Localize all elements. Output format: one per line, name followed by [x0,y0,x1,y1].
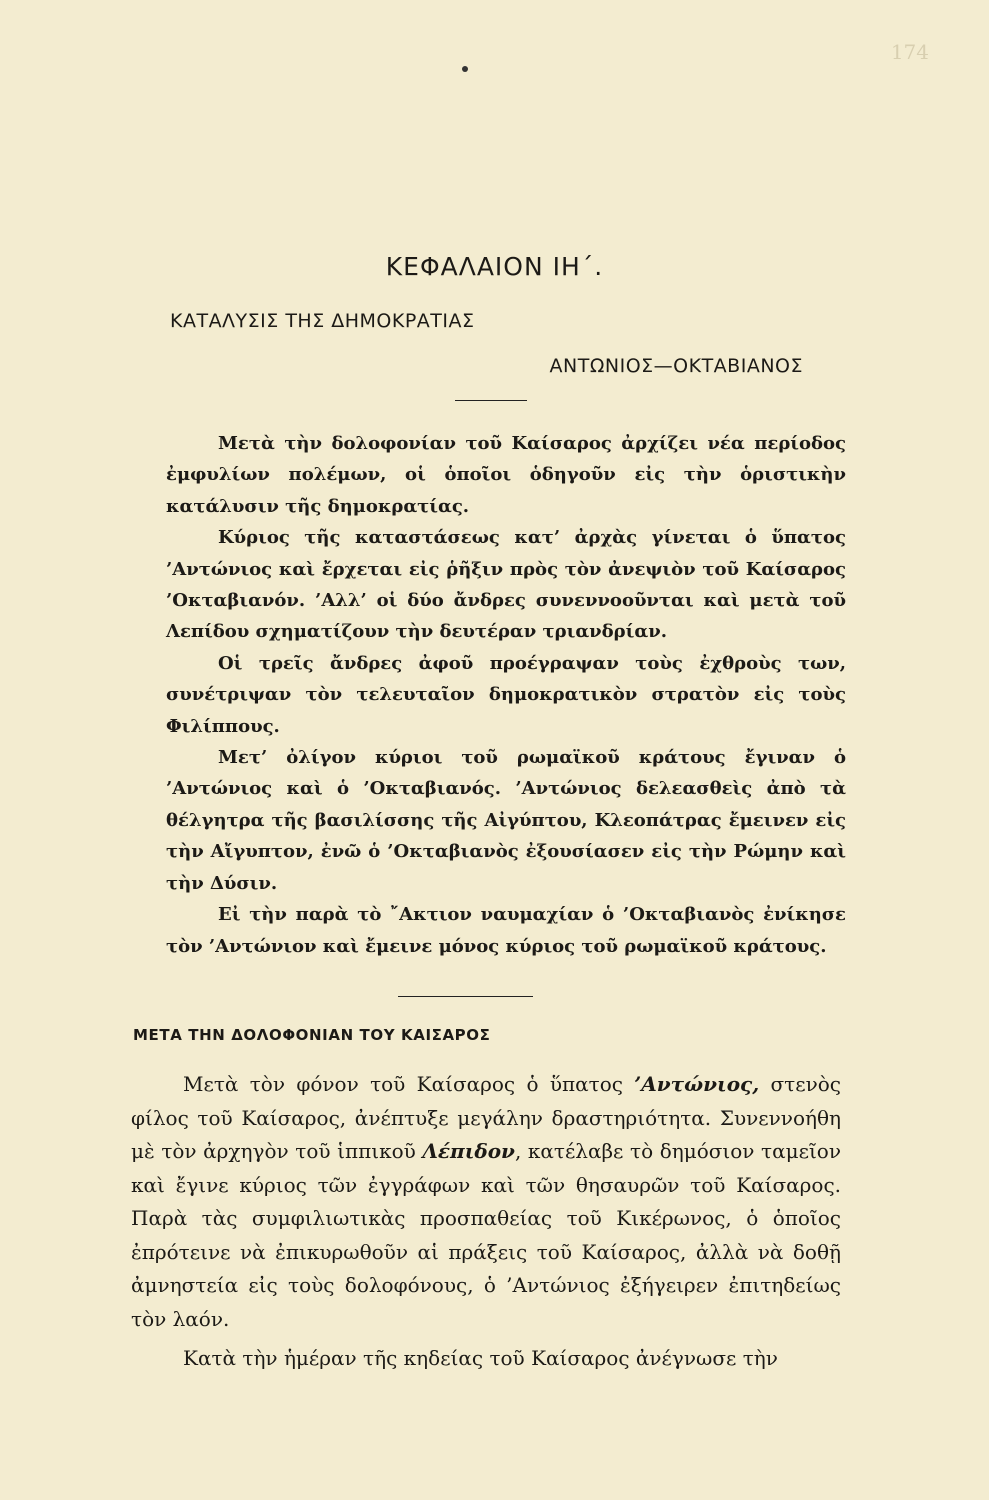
summary-paragraph: Κύριος τῆς καταστάσεως κατ’ ἀρχὰς γίνεται ὁ ὕπατος ’Αντώνιος καὶ ἔρχεται εἰς ῥῆξιν πρὸς τὸν ἀνεψιὸν τοῦ Καίσαρος ’Οκταβιανόν. ’Αλλ’ οἱ δύο ἄνδρες συνεννοοῦνται καὶ μετὰ τοῦ Λεπίδου σχηματίζουν τὴν δευτέραν τριανδρίαν. [166,527,846,643]
chapter-title: ΚΕΦΑΛΑΙΟΝ ΙΗ΄. [385,252,604,281]
page-dot [462,66,468,72]
body-paragraph: Κατὰ τὴν ἡμέραν τῆς κηδείας τοῦ Καίσαρος ἀνέγνωσε τὴν [183,1346,778,1370]
chapter-summary [166,428,846,962]
page-number: 174 [890,40,929,64]
body-text-run: στενὸς φίλος τοῦ Καίσαρος, ἀνέπτυξε μεγάλην δραστηριότητα. Συνεννοήθη μὲ τὸν ἀρχηγὸν τοῦ ἱππικοῦ [131,1072,841,1163]
section-heading: ΜΕΤΑ ΤΗΝ ΔΟΛΟΦΟΝΙΑΝ ΤΟΥ ΚΑΙΣΑΡΟΣ [133,1026,491,1044]
emphasis-name: Λέπιδον [422,1139,515,1163]
divider-rule [398,996,533,997]
chapter-subtitle-names: ΑΝΤΩΝΙΟΣ—ΟΚΤΑΒΙΑΝΟΣ [549,355,803,377]
summary-paragraph: Εἰ τὴν παρὰ τὸ ῎Ακτιον ναυμαχίαν ὁ ’Οκταβιανὸς ἐνίκησε τὸν ’Αντώνιον καὶ ἔμεινε μόνος κύριος τοῦ ρωμαϊκοῦ κράτους. [166,904,846,957]
summary-paragraph: Οἱ τρεῖς ἄνδρες ἀφοῦ προέγραψαν τοὺς ἐχθροὺς των, συνέτριψαν τὸν τελευταῖον δημοκρατικὸν στρατὸν εἰς τοὺς Φιλίππους. [166,652,846,737]
body-text [131,1068,841,1382]
body-text-run: Μετὰ τὸν φόνον τοῦ Καίσαρος ὁ ὕπατος [183,1072,635,1096]
summary-paragraph: Μετὰ τὴν δολοφονίαν τοῦ Καίσαρος ἀρχίζει νέα περίοδος ἐμφυλίων πολέμων, οἱ ὁποῖοι ὁδηγοῦν εἰς τὴν ὁριστικὴν κατάλυσιν τῆς δημοκρατίας. [166,433,846,517]
chapter-subtitle: ΚΑΤΑΛΥΣΙΣ ΤΗΣ ΔΗΜΟΚΡΑΤΙΑΣ [170,310,475,332]
body-paragraph [131,1068,841,1336]
body-text-run: , κατέλαβε τὸ δημόσιον ταμεῖον καὶ ἔγινε κύριος τῶν ἐγγράφων καὶ τῶν θησαυρῶν τοῦ Καίσαρος. Παρὰ τὰς συμφιλιωτικὰς προσπαθείας τοῦ Κικέρωνος, ὁ ὁποῖος ἐπρότεινε νὰ ἐπικυρωθοῦν αἱ πράξεις τοῦ Καίσαρος, ἀλλὰ νὰ δοθῇ ἀμνηστεία εἰς τοὺς δολοφόνους, ὁ ’Αντώνιος ἐξήγειρεν ἐπιτηδείως τὸν λαόν. [131,1139,842,1331]
emphasis-name: ’Αντώνιος, [634,1072,760,1096]
summary-paragraph: Μετ’ ὀλίγον κύριοι τοῦ ρωμαϊκοῦ κράτους ἔγιναν ὁ ’Αντώνιος καὶ ὁ ’Οκταβιανός. ’Αντώνιος δελεασθεὶς ἀπὸ τὰ θέλγητρα τῆς βασιλίσσης τῆς Αἰγύπτου, Κλεοπάτρας ἔμεινεν εἰς τὴν Αἴγυπτον, ἐνῶ ὁ ’Οκταβιανὸς ἐξουσίασεν εἰς τὴν Ρώμην καὶ τὴν Δύσιν. [166,747,846,894]
divider-rule [455,400,527,401]
